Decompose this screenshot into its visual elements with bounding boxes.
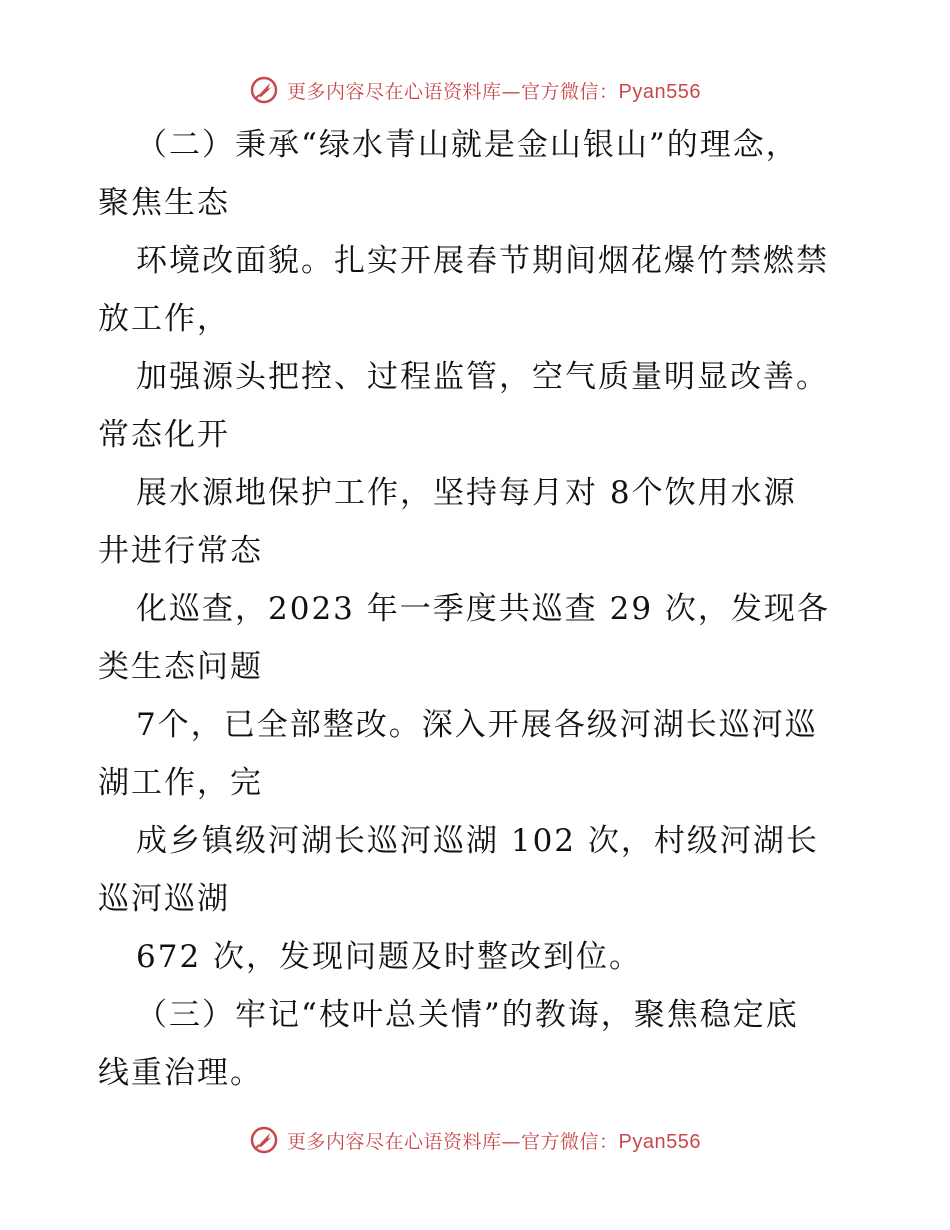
watermark-brand: 更多内容尽在心语资料库 <box>287 80 502 103</box>
text-line: 环境改面貌。扎实开展春节期间烟花爆竹禁燃禁 <box>136 243 829 279</box>
text-line: 加强源头把控、过程监管，空气质量明显改善。 <box>136 359 829 395</box>
text-line: 湖工作，完 <box>98 765 263 801</box>
watermark-contact-id: Pyan556 <box>618 1130 701 1153</box>
text-line: 聚焦生态 <box>98 185 230 221</box>
quill-circle-logo-icon <box>249 75 279 105</box>
text-line: 672 次，发现问题及时整改到位。 <box>136 939 643 975</box>
text-line: 成乡镇级河湖长巡河巡湖 102 次，村级河湖长 <box>136 823 819 859</box>
text-line: （三）牢记“枝叶总关情”的教诲，聚焦稳定底 <box>136 997 799 1033</box>
document-body <box>98 116 858 1102</box>
text-line: 放工作， <box>98 301 230 337</box>
footer-watermark <box>0 1122 950 1158</box>
watermark-contact-id: Pyan556 <box>618 80 701 103</box>
watermark-text <box>287 77 701 104</box>
text-line: 井进行常态 <box>98 533 263 569</box>
watermark-brand: 更多内容尽在心语资料库 <box>287 1130 502 1153</box>
text-line: 线重治理。 <box>98 1055 263 1091</box>
watermark-separator: — <box>501 80 522 103</box>
watermark-contact-label: 官方微信： <box>521 1130 619 1153</box>
text-line: 常态化开 <box>98 417 230 453</box>
quill-circle-logo-icon <box>249 1125 279 1155</box>
watermark-text <box>287 1127 701 1154</box>
watermark-separator: — <box>501 1130 522 1153</box>
text-line: 化巡查，2023 年一季度共巡查 29 次，发现各 <box>136 591 830 627</box>
text-line: 巡河巡湖 <box>98 881 230 917</box>
watermark-contact-label: 官方微信： <box>521 80 619 103</box>
text-line: 类生态问题 <box>98 649 263 685</box>
text-line: （二）秉承“绿水青山就是金山银山”的理念， <box>136 127 799 163</box>
text-line: 7个，已全部整改。深入开展各级河湖长巡河巡 <box>136 707 818 743</box>
text-line: 展水源地保护工作，坚持每月对 8个饮用水源 <box>136 475 797 511</box>
header-watermark <box>0 72 950 108</box>
